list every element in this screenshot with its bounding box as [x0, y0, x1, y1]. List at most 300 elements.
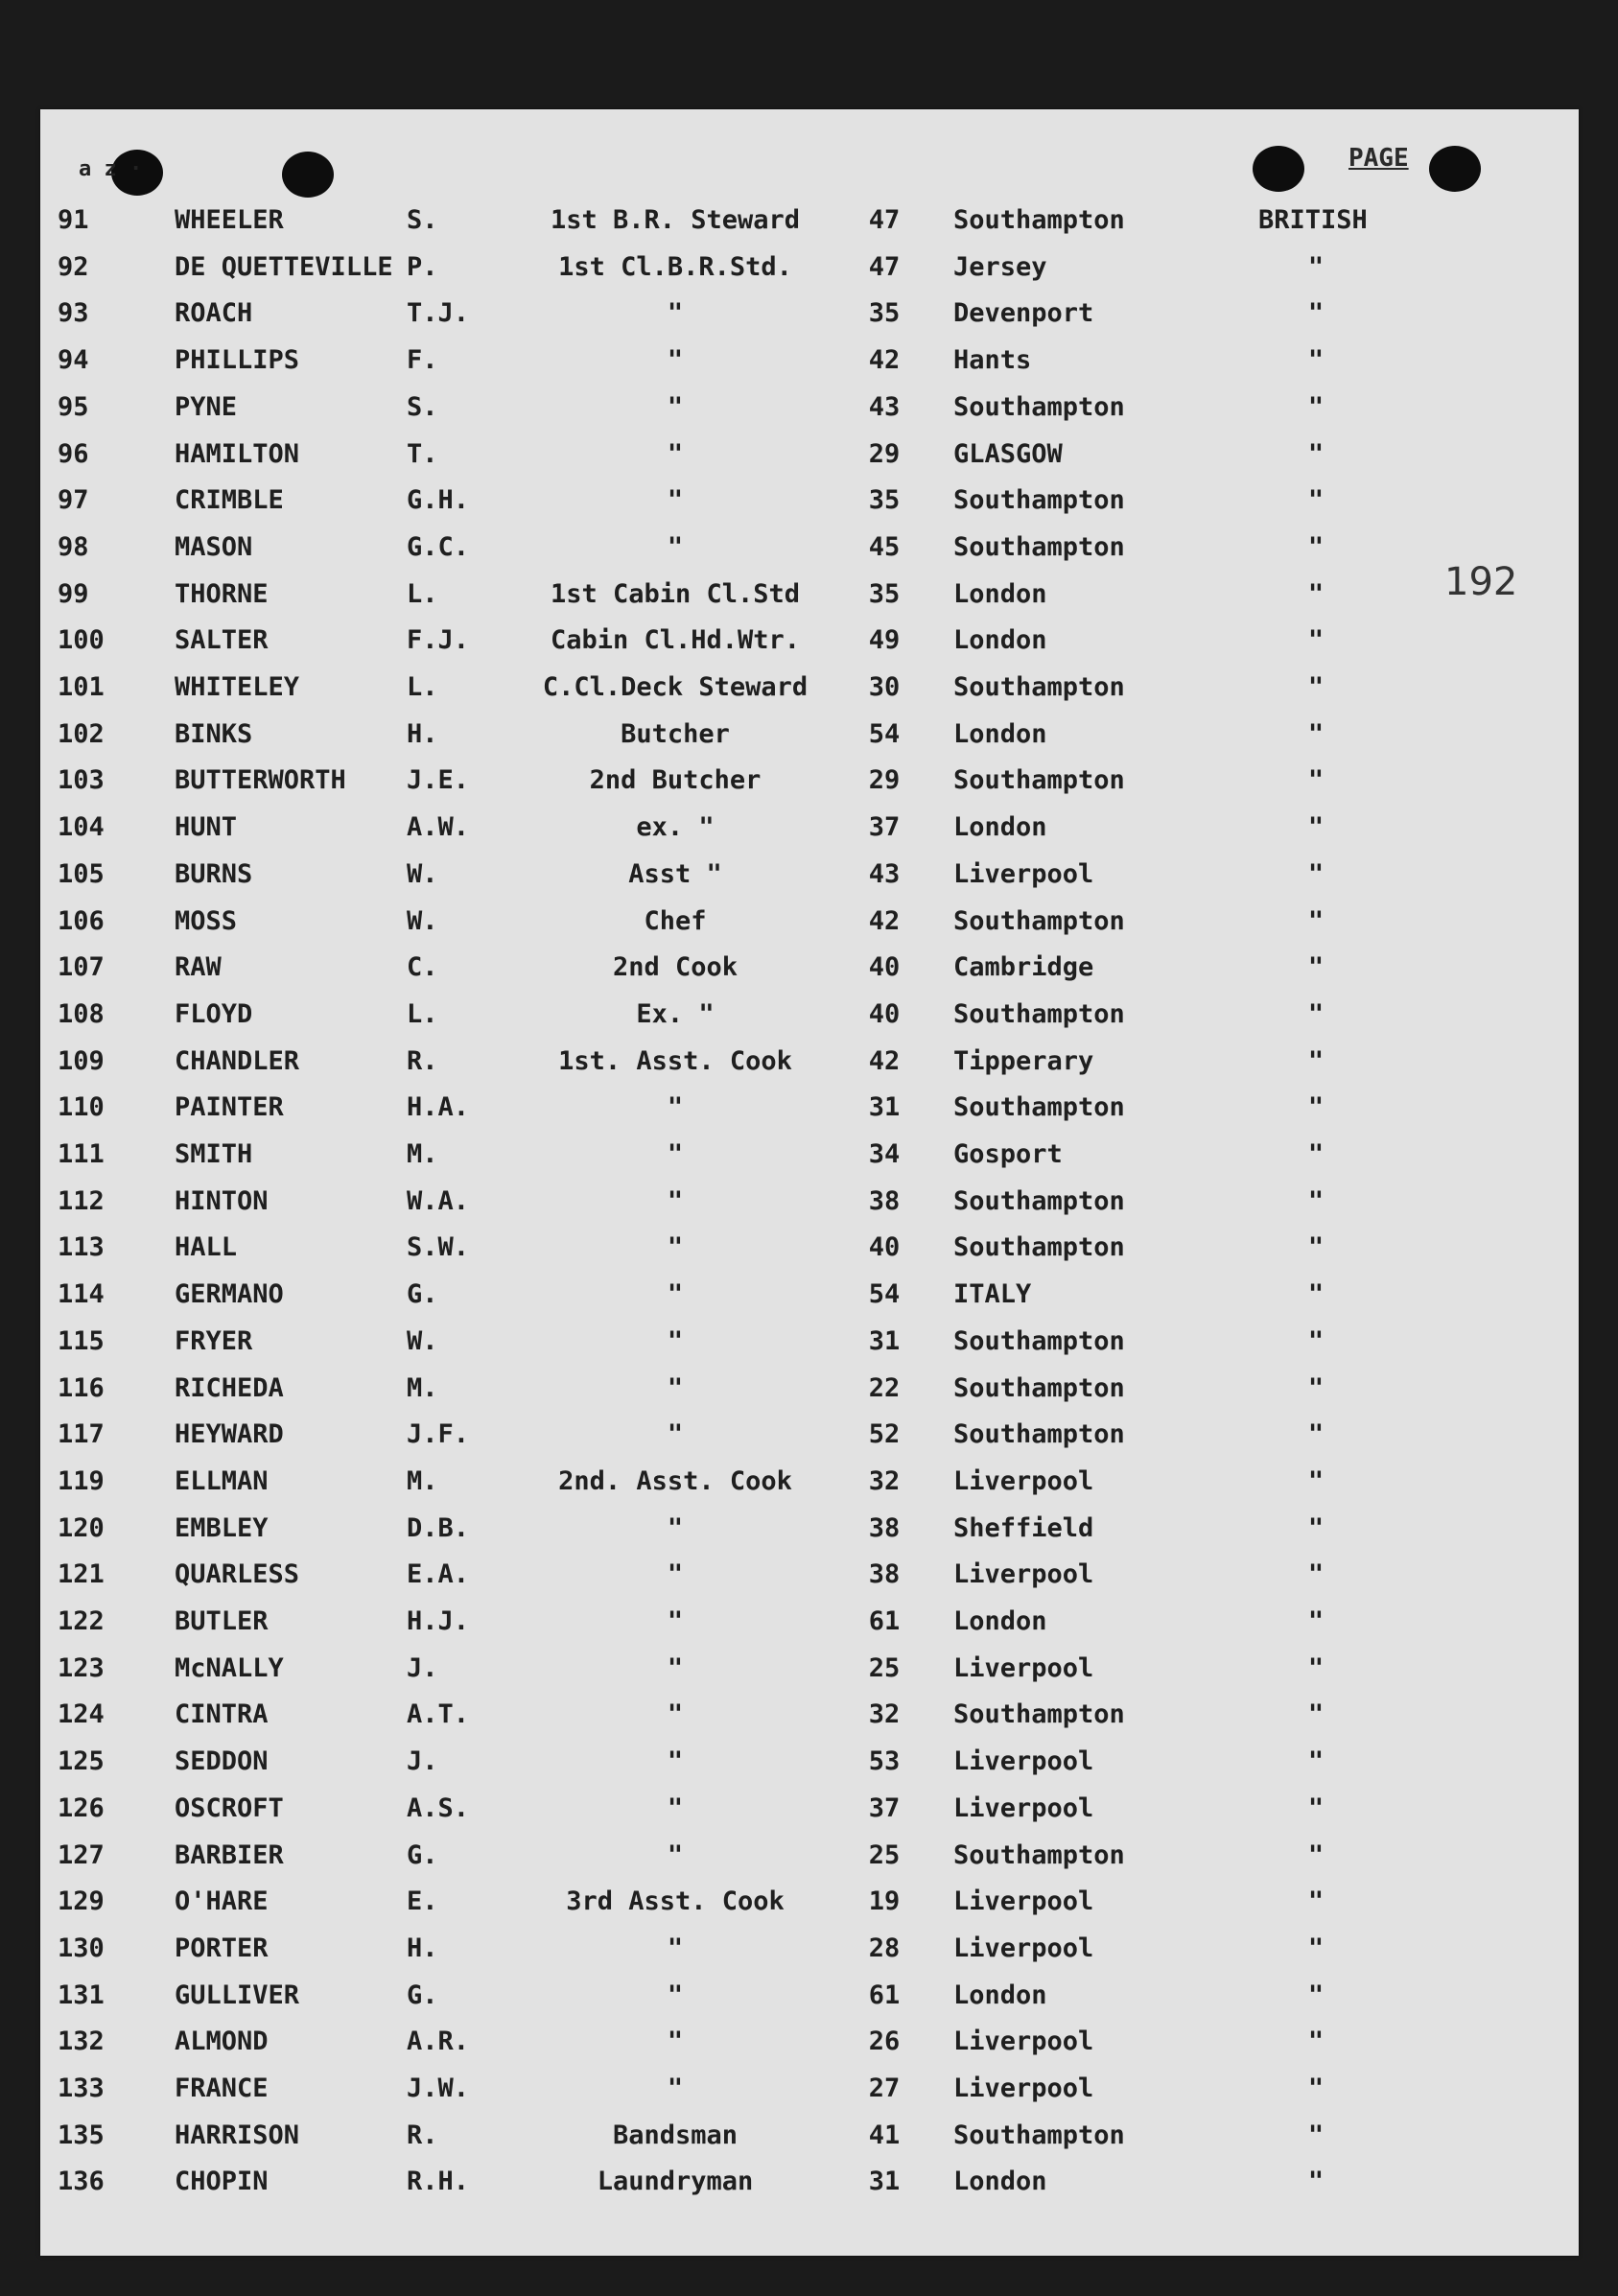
crew-number: 133 — [58, 2073, 105, 2103]
crew-rating: 1st. Asst. Cook — [558, 1045, 792, 1076]
crew-rating: " — [667, 1185, 684, 1216]
crew-age: 37 — [868, 1792, 901, 1823]
crew-surname: SALTER — [175, 625, 269, 656]
crew-number: 119 — [58, 1465, 105, 1496]
crew-row — [40, 201, 1579, 240]
crew-age: 47 — [868, 251, 901, 282]
crew-initials: J.E. — [407, 765, 470, 796]
crew-row — [40, 2023, 1579, 2061]
crew-nationality: " — [1307, 1652, 1325, 1683]
crew-age: 19 — [868, 1886, 901, 1917]
crew-surname: BUTTERWORTH — [175, 765, 346, 796]
crew-rating: " — [667, 345, 684, 376]
crew-nationality: " — [1307, 1980, 1325, 2010]
crew-row — [40, 855, 1579, 894]
crew-age: 27 — [868, 2073, 901, 2103]
crew-birthplace: London — [953, 2167, 1047, 2197]
crew-birthplace: Liverpool — [953, 1746, 1094, 1777]
crew-age: 37 — [868, 812, 901, 843]
crew-age: 31 — [868, 1092, 901, 1123]
crew-rating: " — [667, 1232, 684, 1263]
crew-birthplace: Southampton — [953, 1839, 1125, 1870]
crew-surname: SEDDON — [175, 1746, 269, 1777]
crew-initials: R. — [407, 1045, 438, 1076]
crew-nationality: " — [1307, 485, 1325, 516]
crew-age: 35 — [868, 485, 901, 516]
crew-age: 45 — [868, 531, 901, 562]
crew-row — [40, 808, 1579, 847]
crew-row — [40, 1510, 1579, 1548]
crew-age: 43 — [868, 858, 901, 889]
punch-hole-right-1 — [1253, 146, 1304, 192]
crew-nationality: " — [1307, 1886, 1325, 1917]
crew-row — [40, 435, 1579, 474]
crew-nationality: " — [1307, 812, 1325, 843]
crew-initials: W. — [407, 905, 438, 936]
crew-birthplace: Liverpool — [953, 1559, 1094, 1590]
crew-birthplace: Southampton — [953, 1092, 1125, 1123]
crew-surname: OSCROFT — [175, 1792, 284, 1823]
crew-nationality: " — [1307, 905, 1325, 936]
crew-birthplace: Liverpool — [953, 1792, 1094, 1823]
crew-birthplace: Southampton — [953, 2120, 1125, 2150]
crew-initials: E.A. — [407, 1559, 470, 1590]
crew-age: 26 — [868, 2027, 901, 2057]
crew-surname: PYNE — [175, 391, 238, 422]
crew-age: 42 — [868, 345, 901, 376]
crew-rating: " — [667, 391, 684, 422]
crew-initials: G. — [407, 1980, 438, 2010]
crew-surname: BURNS — [175, 858, 253, 889]
crew-age: 40 — [868, 952, 901, 983]
crew-rating: " — [667, 1699, 684, 1730]
crew-surname: CHOPIN — [175, 2167, 269, 2197]
crew-row — [40, 1416, 1579, 1454]
crew-row — [40, 902, 1579, 941]
crew-row — [40, 528, 1579, 567]
crew-nationality: " — [1307, 1232, 1325, 1263]
crew-rating: " — [667, 438, 684, 469]
crew-rating: " — [667, 1746, 684, 1777]
crew-initials: T. — [407, 438, 438, 469]
crew-rating: 1st Cl.B.R.Std. — [558, 251, 792, 282]
crew-age: 25 — [868, 1652, 901, 1683]
crew-number: 106 — [58, 905, 105, 936]
crew-rating: " — [667, 1139, 684, 1169]
crew-initials: J.W. — [407, 2073, 470, 2103]
crew-birthplace: London — [953, 1606, 1047, 1636]
crew-initials: G.H. — [407, 485, 470, 516]
crew-number: 102 — [58, 718, 105, 749]
crew-number: 101 — [58, 672, 105, 702]
crew-rating: Butcher — [621, 718, 730, 749]
crew-number: 111 — [58, 1139, 105, 1169]
crew-number: 91 — [58, 205, 89, 235]
crew-rating: 2nd Butcher — [589, 765, 762, 796]
crew-age: 40 — [868, 998, 901, 1029]
crew-nationality: " — [1307, 1279, 1325, 1310]
crew-age: 43 — [868, 391, 901, 422]
crew-surname: HALL — [175, 1232, 238, 1263]
crew-number: 98 — [58, 531, 89, 562]
crew-number: 123 — [58, 1652, 105, 1683]
side-number: 192 — [1444, 560, 1518, 604]
crew-row — [40, 1229, 1579, 1267]
crew-number: 112 — [58, 1185, 105, 1216]
crew-birthplace: Liverpool — [953, 2027, 1094, 2057]
crew-age: 29 — [868, 765, 901, 796]
crew-row — [40, 1743, 1579, 1781]
crew-rating: " — [667, 1839, 684, 1870]
crew-number: 110 — [58, 1092, 105, 1123]
crew-initials: A.W. — [407, 812, 470, 843]
crew-nationality: " — [1307, 1746, 1325, 1777]
crew-age: 34 — [868, 1139, 901, 1169]
crew-number: 109 — [58, 1045, 105, 1076]
crew-number: 126 — [58, 1792, 105, 1823]
document-sheet — [40, 109, 1579, 2256]
crew-rating: Bandsman — [612, 2120, 739, 2150]
crew-surname: QUARLESS — [175, 1559, 300, 1590]
crew-surname: BUTLER — [175, 1606, 269, 1636]
crew-surname: HINTON — [175, 1185, 269, 1216]
crew-initials: H.J. — [407, 1606, 470, 1636]
crew-birthplace: London — [953, 812, 1047, 843]
crew-rating: " — [667, 1512, 684, 1543]
crew-birthplace: Southampton — [953, 1699, 1125, 1730]
crew-age: 41 — [868, 2120, 901, 2150]
crew-rating: " — [667, 485, 684, 516]
crew-row — [40, 621, 1579, 660]
crew-number: 125 — [58, 1746, 105, 1777]
crew-surname: CINTRA — [175, 1699, 269, 1730]
crew-initials: H. — [407, 1933, 438, 1963]
crew-rating: 2nd. Asst. Cook — [558, 1465, 792, 1496]
crew-surname: WHITELEY — [175, 672, 300, 702]
crew-number: 108 — [58, 998, 105, 1029]
crew-nationality: " — [1307, 625, 1325, 656]
crew-age: 52 — [868, 1419, 901, 1450]
crew-initials: A.R. — [407, 2027, 470, 2057]
crew-rating: " — [667, 1980, 684, 2010]
crew-age: 25 — [868, 1839, 901, 1870]
crew-row — [40, 2163, 1579, 2201]
crew-initials: H. — [407, 718, 438, 749]
crew-row — [40, 2117, 1579, 2155]
crew-nationality: " — [1307, 2120, 1325, 2150]
crew-nationality: " — [1307, 1792, 1325, 1823]
crew-surname: PHILLIPS — [175, 345, 300, 376]
crew-initials: E. — [407, 1886, 438, 1917]
crew-birthplace: Sheffield — [953, 1512, 1094, 1543]
crew-surname: CHANDLER — [175, 1045, 300, 1076]
crew-rating: ex. " — [636, 812, 715, 843]
crew-birthplace: Southampton — [953, 998, 1125, 1029]
crew-age: 32 — [868, 1699, 901, 1730]
crew-initials: W. — [407, 858, 438, 889]
crew-number: 105 — [58, 858, 105, 889]
crew-birthplace: London — [953, 625, 1047, 656]
crew-age: 38 — [868, 1559, 901, 1590]
crew-age: 29 — [868, 438, 901, 469]
crew-surname: RICHEDA — [175, 1372, 284, 1403]
crew-nationality: " — [1307, 391, 1325, 422]
crew-row — [40, 761, 1579, 800]
crew-number: 93 — [58, 298, 89, 329]
crew-row — [40, 1603, 1579, 1641]
crew-birthplace: Cambridge — [953, 952, 1094, 983]
crew-nationality: " — [1307, 578, 1325, 609]
crew-initials: M. — [407, 1139, 438, 1169]
crew-birthplace: London — [953, 578, 1047, 609]
crew-row — [40, 1089, 1579, 1127]
crew-number: 104 — [58, 812, 105, 843]
crew-birthplace: Liverpool — [953, 1465, 1094, 1496]
crew-nationality: " — [1307, 765, 1325, 796]
crew-row — [40, 1183, 1579, 1221]
crew-nationality: " — [1307, 438, 1325, 469]
crew-row — [40, 1977, 1579, 2015]
crew-initials: J. — [407, 1746, 438, 1777]
crew-surname: FRANCE — [175, 2073, 269, 2103]
crew-initials: R.H. — [407, 2167, 470, 2197]
crew-rating: " — [667, 1325, 684, 1356]
crew-row — [40, 949, 1579, 987]
punch-hole-left-2 — [282, 152, 334, 198]
crew-nationality: " — [1307, 298, 1325, 329]
crew-nationality: " — [1307, 858, 1325, 889]
crew-age: 42 — [868, 1045, 901, 1076]
crew-nationality: BRITISH — [1258, 205, 1368, 235]
crew-age: 53 — [868, 1746, 901, 1777]
crew-initials: W.A. — [407, 1185, 470, 1216]
crew-initials: L. — [407, 578, 438, 609]
crew-birthplace: Tipperary — [953, 1045, 1094, 1076]
crew-initials: T.J. — [407, 298, 470, 329]
crew-birthplace: Hants — [953, 345, 1032, 376]
crew-age: 54 — [868, 718, 901, 749]
crew-initials: L. — [407, 998, 438, 1029]
crew-birthplace: Southampton — [953, 391, 1125, 422]
crew-initials: W. — [407, 1325, 438, 1356]
crew-age: 40 — [868, 1232, 901, 1263]
crew-surname: HAMILTON — [175, 438, 300, 469]
crew-number: 92 — [58, 251, 89, 282]
crew-birthplace: Gosport — [953, 1139, 1063, 1169]
crew-surname: RAW — [175, 952, 222, 983]
crew-rating: Laundryman — [597, 2167, 754, 2197]
crew-number: 136 — [58, 2167, 105, 2197]
crew-birthplace: ITALY — [953, 1279, 1032, 1310]
crew-initials: F.J. — [407, 625, 470, 656]
crew-birthplace: London — [953, 718, 1047, 749]
crew-row — [40, 1650, 1579, 1688]
crew-surname: ELLMAN — [175, 1465, 269, 1496]
crew-birthplace: Liverpool — [953, 2073, 1094, 2103]
crew-nationality: " — [1307, 251, 1325, 282]
crew-nationality: " — [1307, 1045, 1325, 1076]
crew-row — [40, 1136, 1579, 1174]
crew-surname: PORTER — [175, 1933, 269, 1963]
crew-nationality: " — [1307, 1325, 1325, 1356]
crew-initials: P. — [407, 251, 438, 282]
crew-rating: 3rd Asst. Cook — [566, 1886, 785, 1917]
crew-surname: ALMOND — [175, 2027, 269, 2057]
crew-age: 35 — [868, 578, 901, 609]
crew-row — [40, 2070, 1579, 2108]
crew-number: 116 — [58, 1372, 105, 1403]
crew-rating: C.Cl.Deck Steward — [542, 672, 809, 702]
crew-rating: Ex. " — [636, 998, 715, 1029]
crew-initials: S.W. — [407, 1232, 470, 1263]
crew-birthplace: Southampton — [953, 205, 1125, 235]
crew-initials: J. — [407, 1652, 438, 1683]
crew-age: 30 — [868, 672, 901, 702]
crew-nationality: " — [1307, 2167, 1325, 2197]
crew-number: 94 — [58, 345, 89, 376]
crew-nationality: " — [1307, 718, 1325, 749]
crew-nationality: " — [1307, 952, 1325, 983]
crew-nationality: " — [1307, 1465, 1325, 1496]
crew-initials: A.T. — [407, 1699, 470, 1730]
crew-age: 49 — [868, 625, 901, 656]
crew-age: 47 — [868, 205, 901, 235]
crew-initials: C. — [407, 952, 438, 983]
crew-row — [40, 1323, 1579, 1361]
crew-surname: BINKS — [175, 718, 253, 749]
crew-nationality: " — [1307, 1092, 1325, 1123]
crew-rating: Chef — [644, 905, 707, 936]
crew-initials: G.C. — [407, 531, 470, 562]
crew-birthplace: Jersey — [953, 251, 1047, 282]
crew-row — [40, 294, 1579, 333]
crew-row — [40, 1790, 1579, 1828]
crew-nationality: " — [1307, 998, 1325, 1029]
crew-surname: EMBLEY — [175, 1512, 269, 1543]
crew-nationality: " — [1307, 1933, 1325, 1963]
crew-birthplace: Liverpool — [953, 1886, 1094, 1917]
crew-surname: PAINTER — [175, 1092, 284, 1123]
crew-row — [40, 575, 1579, 614]
crew-rating: " — [667, 531, 684, 562]
crew-number: 127 — [58, 1839, 105, 1870]
crew-birthplace: London — [953, 1980, 1047, 2010]
crew-number: 103 — [58, 765, 105, 796]
crew-row — [40, 1883, 1579, 1921]
crew-birthplace: Southampton — [953, 485, 1125, 516]
crew-number: 97 — [58, 485, 89, 516]
crew-rating: " — [667, 1933, 684, 1963]
crew-number: 99 — [58, 578, 89, 609]
crew-initials: F. — [407, 345, 438, 376]
crew-initials: J.F. — [407, 1419, 470, 1450]
crew-surname: McNALLY — [175, 1652, 284, 1683]
crew-row — [40, 996, 1579, 1034]
crew-surname: GULLIVER — [175, 1980, 300, 2010]
crew-rating: " — [667, 1092, 684, 1123]
crew-initials: A.S. — [407, 1792, 470, 1823]
crew-age: 35 — [868, 298, 901, 329]
crew-rating: " — [667, 1372, 684, 1403]
crew-birthplace: Southampton — [953, 1325, 1125, 1356]
crew-number: 121 — [58, 1559, 105, 1590]
crew-nationality: " — [1307, 1839, 1325, 1870]
crew-rating: 2nd Cook — [612, 952, 739, 983]
crew-surname: WHEELER — [175, 205, 284, 235]
crew-number: 107 — [58, 952, 105, 983]
crew-age: 38 — [868, 1512, 901, 1543]
crew-nationality: " — [1307, 2073, 1325, 2103]
crew-row — [40, 341, 1579, 380]
crew-number: 122 — [58, 1606, 105, 1636]
crew-initials: M. — [407, 1465, 438, 1496]
crew-row — [40, 481, 1579, 520]
crew-birthplace: Southampton — [953, 765, 1125, 796]
crew-nationality: " — [1307, 531, 1325, 562]
crew-surname: SMITH — [175, 1139, 253, 1169]
crew-surname: MASON — [175, 531, 253, 562]
crew-rating: 1st B.R. Steward — [550, 205, 801, 235]
crew-surname: ROACH — [175, 298, 253, 329]
crew-number: 130 — [58, 1933, 105, 1963]
crew-rating: " — [667, 1559, 684, 1590]
crew-birthplace: Southampton — [953, 905, 1125, 936]
crew-number: 129 — [58, 1886, 105, 1917]
crew-birthplace: Southampton — [953, 672, 1125, 702]
crew-surname: O'HARE — [175, 1886, 269, 1917]
crew-nationality: " — [1307, 1372, 1325, 1403]
crew-initials: G. — [407, 1279, 438, 1310]
crew-age: 42 — [868, 905, 901, 936]
crew-number: 113 — [58, 1232, 105, 1263]
crew-rating: " — [667, 1606, 684, 1636]
crew-nationality: " — [1307, 1419, 1325, 1450]
crew-surname: MOSS — [175, 905, 238, 936]
crew-age: 61 — [868, 1606, 901, 1636]
crew-birthplace: Liverpool — [953, 1933, 1094, 1963]
crew-age: 22 — [868, 1372, 901, 1403]
crew-initials: L. — [407, 672, 438, 702]
crew-nationality: " — [1307, 1185, 1325, 1216]
crew-surname: HARRISON — [175, 2120, 300, 2150]
crew-rating: " — [667, 1279, 684, 1310]
crew-birthplace: Southampton — [953, 1419, 1125, 1450]
crew-nationality: " — [1307, 1512, 1325, 1543]
crew-row — [40, 1276, 1579, 1314]
crew-row — [40, 1696, 1579, 1734]
crew-birthplace: Southampton — [953, 1232, 1125, 1263]
crew-surname: GERMANO — [175, 1279, 284, 1310]
crew-rating: Asst " — [628, 858, 722, 889]
crew-age: 31 — [868, 1325, 901, 1356]
crew-number: 115 — [58, 1325, 105, 1356]
crew-nationality: " — [1307, 2027, 1325, 2057]
page-label: PAGE — [1348, 144, 1409, 173]
crew-age: 28 — [868, 1933, 901, 1963]
crew-age: 32 — [868, 1465, 901, 1496]
crew-row — [40, 1463, 1579, 1501]
crew-rating: " — [667, 2027, 684, 2057]
punch-hole-right-2 — [1429, 146, 1481, 192]
crew-number: 96 — [58, 438, 89, 469]
crew-initials: S. — [407, 205, 438, 235]
crew-birthplace: Devenport — [953, 298, 1094, 329]
crew-surname: CRIMBLE — [175, 485, 284, 516]
crew-nationality: " — [1307, 345, 1325, 376]
crew-birthplace: Southampton — [953, 531, 1125, 562]
crew-number: 120 — [58, 1512, 105, 1543]
crew-age: 31 — [868, 2167, 901, 2197]
